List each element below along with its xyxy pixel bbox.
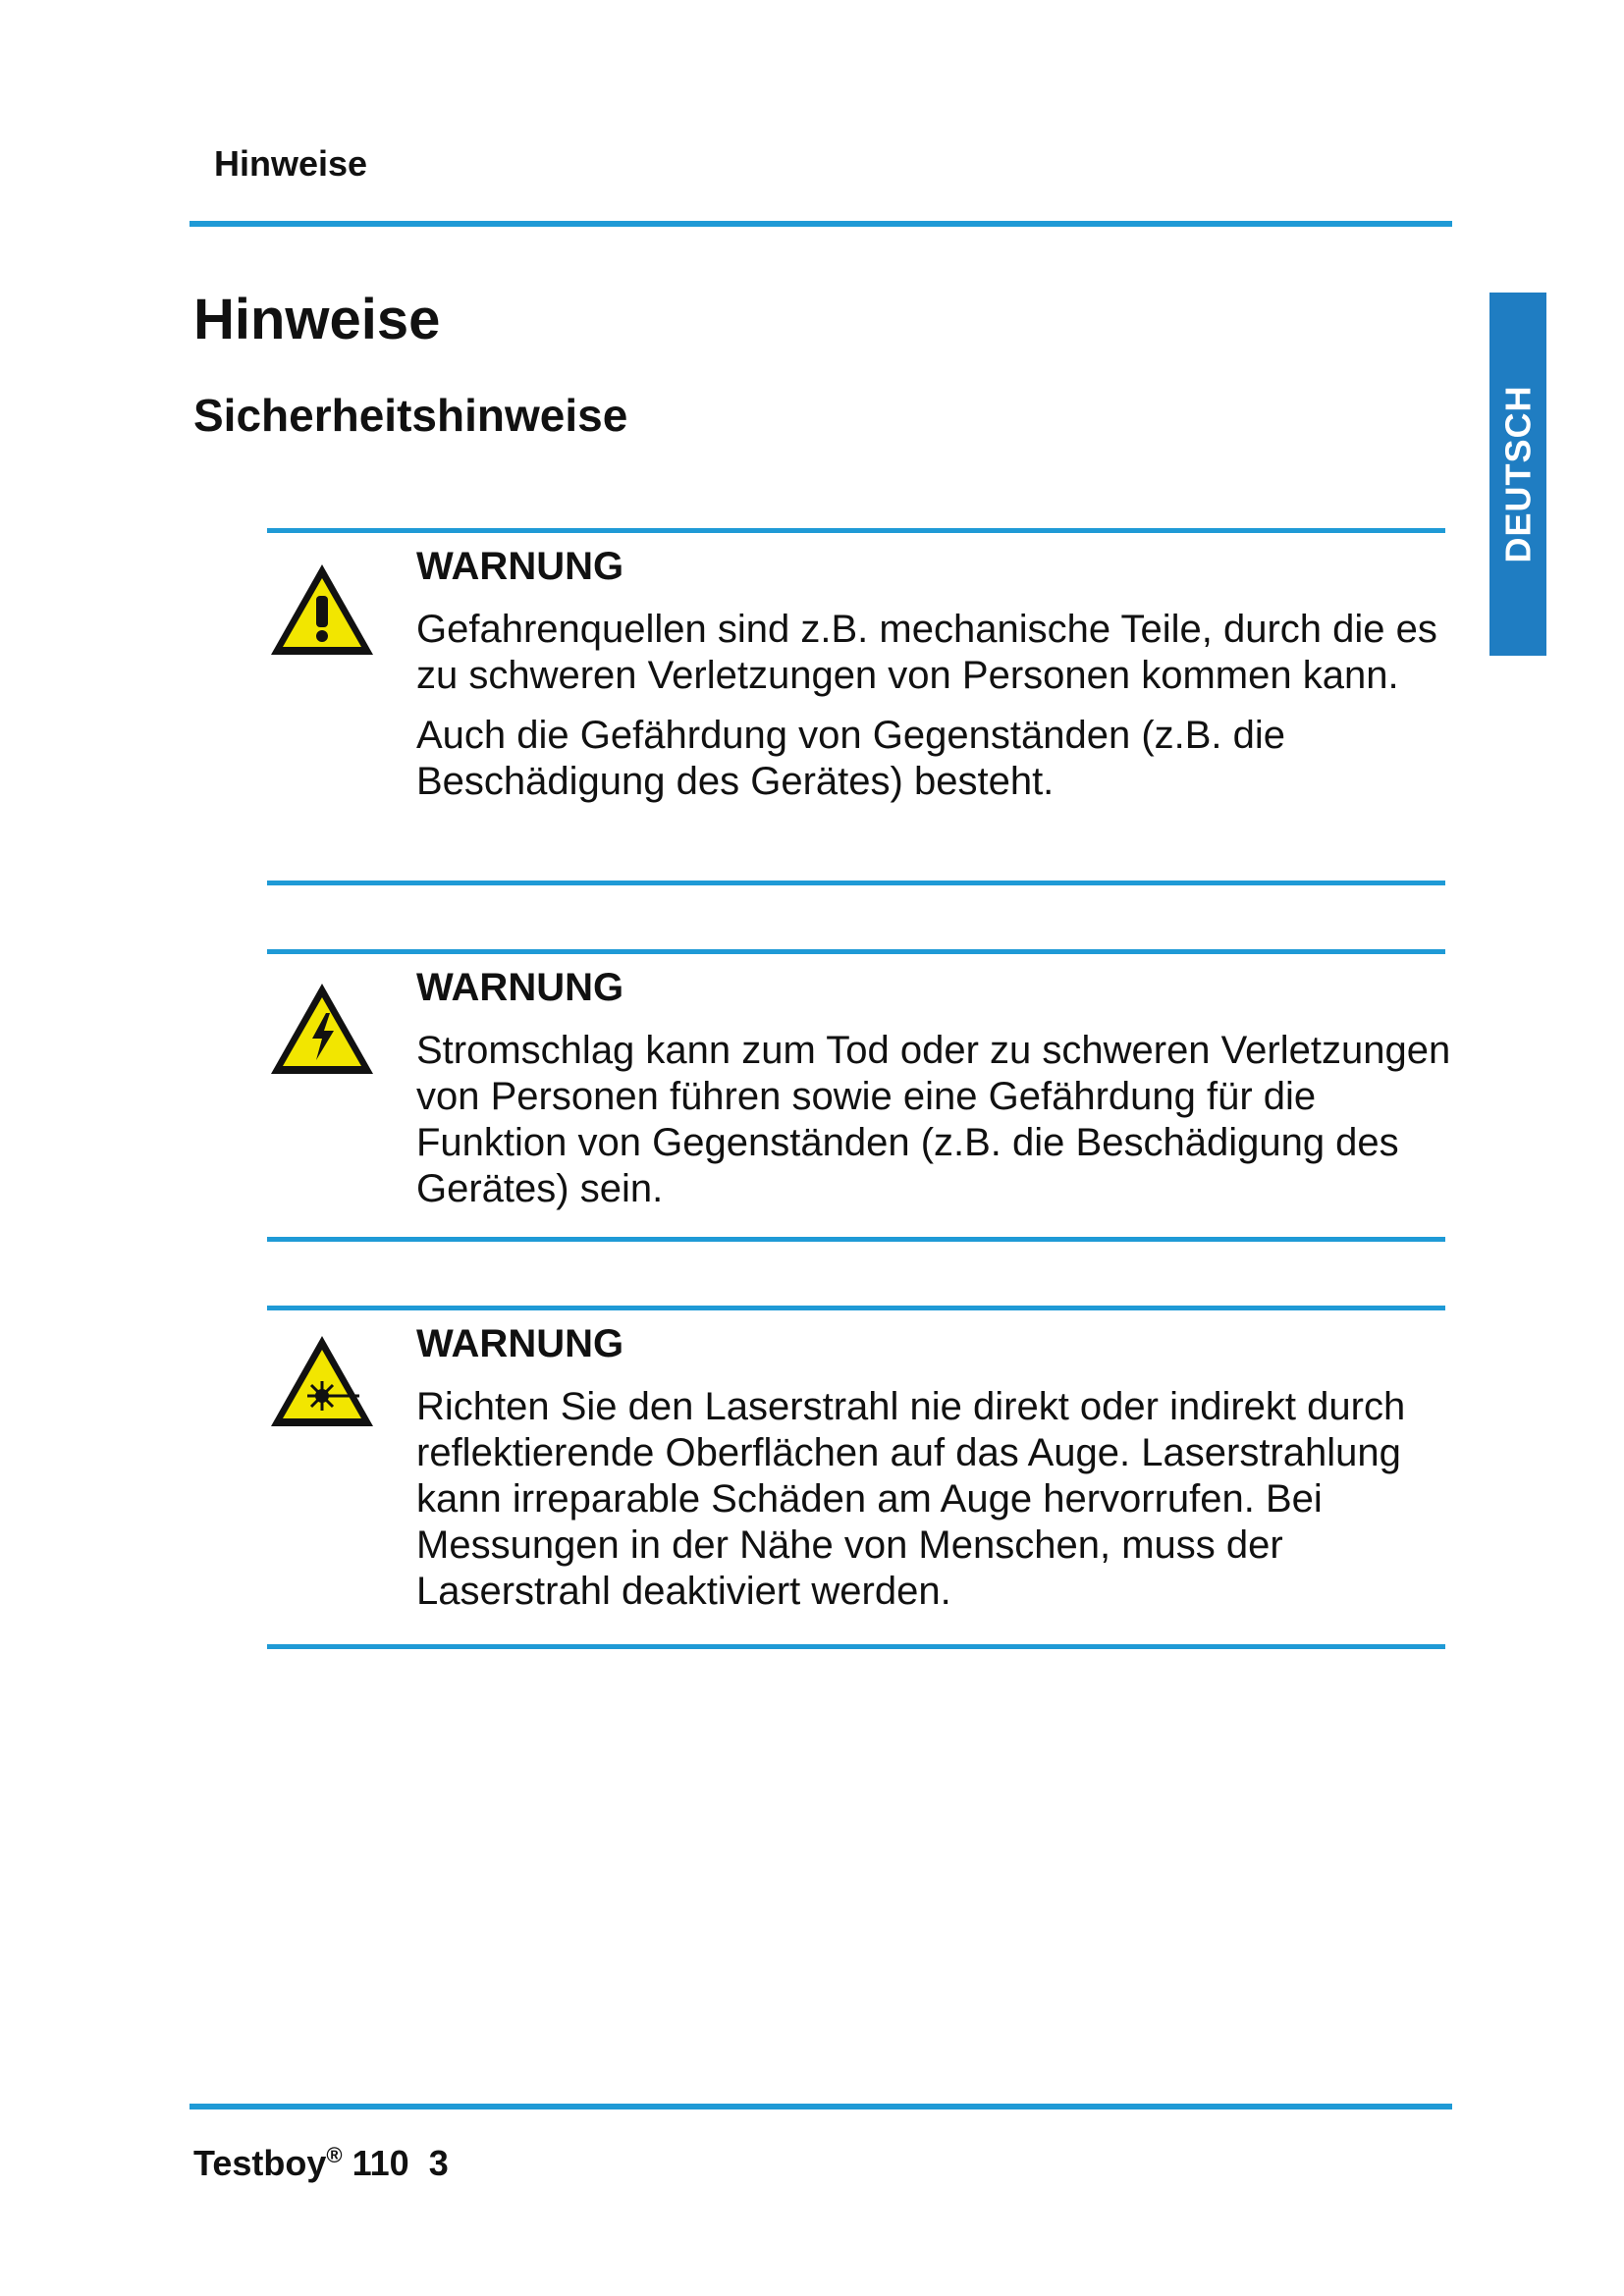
registered-mark: ® <box>326 2143 343 2167</box>
warning-1-paragraph-1: Gefahrenquellen sind z.B. mechanische Teile, durch die es zu schweren Verletzungen von Personen kommen kann. <box>416 608 1437 697</box>
section-title: Sicherheitshinweise <box>193 390 628 441</box>
warning-1-label: WARNUNG <box>416 545 624 588</box>
warning-2-text <box>416 1028 1457 1226</box>
running-header: Hinweise <box>214 143 368 184</box>
warning-box-1 <box>267 533 1445 881</box>
language-tab-label: DEUTSCH <box>1497 385 1539 563</box>
page-footer <box>193 2143 449 2184</box>
warning-1-text <box>416 607 1457 819</box>
general-warning-icon <box>267 561 377 659</box>
warning-2-paragraph-1: Stromschlag kann zum Tod oder zu schweren Verletzungen von Personen führen sowie eine Gefährdung für die Funktion von Gegenständen (z.B. die Beschädigung des Gerätes) sein. <box>416 1029 1451 1210</box>
header-rule <box>189 221 1452 227</box>
warning-2-bottom-rule <box>267 1237 1445 1242</box>
warning-2-label: WARNUNG <box>416 966 624 1009</box>
warning-1-bottom-rule <box>267 881 1445 885</box>
page-number: 3 <box>428 2143 449 2183</box>
warning-1-paragraph-2: Auch die Gefährdung von Gegenständen (z.B. die Beschädigung des Gerätes) besteht. <box>416 714 1286 803</box>
warning-3-bottom-rule <box>267 1644 1445 1649</box>
warning-3-paragraph-1: Richten Sie den Laserstrahl nie direkt oder indirekt durch reflektierende Oberflächen auf das Auge. Laserstrahlung kann irreparable Schäden am Auge hervorrufen. Bei Messungen in der Nähe von Menschen, muss der Laserstrahl deaktiviert werden. <box>416 1385 1406 1613</box>
warning-box-3 <box>267 1310 1445 1644</box>
laser-warning-icon <box>267 1332 377 1430</box>
warning-box-2 <box>267 954 1451 1239</box>
footer-product: Testboy <box>193 2143 327 2183</box>
language-tab <box>1489 293 1546 656</box>
warning-3-text <box>416 1384 1457 1629</box>
warning-3-label: WARNUNG <box>416 1322 624 1365</box>
footer-rule <box>189 2104 1452 2109</box>
footer-model: 110 <box>352 2143 409 2183</box>
electric-shock-icon <box>267 980 377 1078</box>
page-title: Hinweise <box>193 288 441 351</box>
